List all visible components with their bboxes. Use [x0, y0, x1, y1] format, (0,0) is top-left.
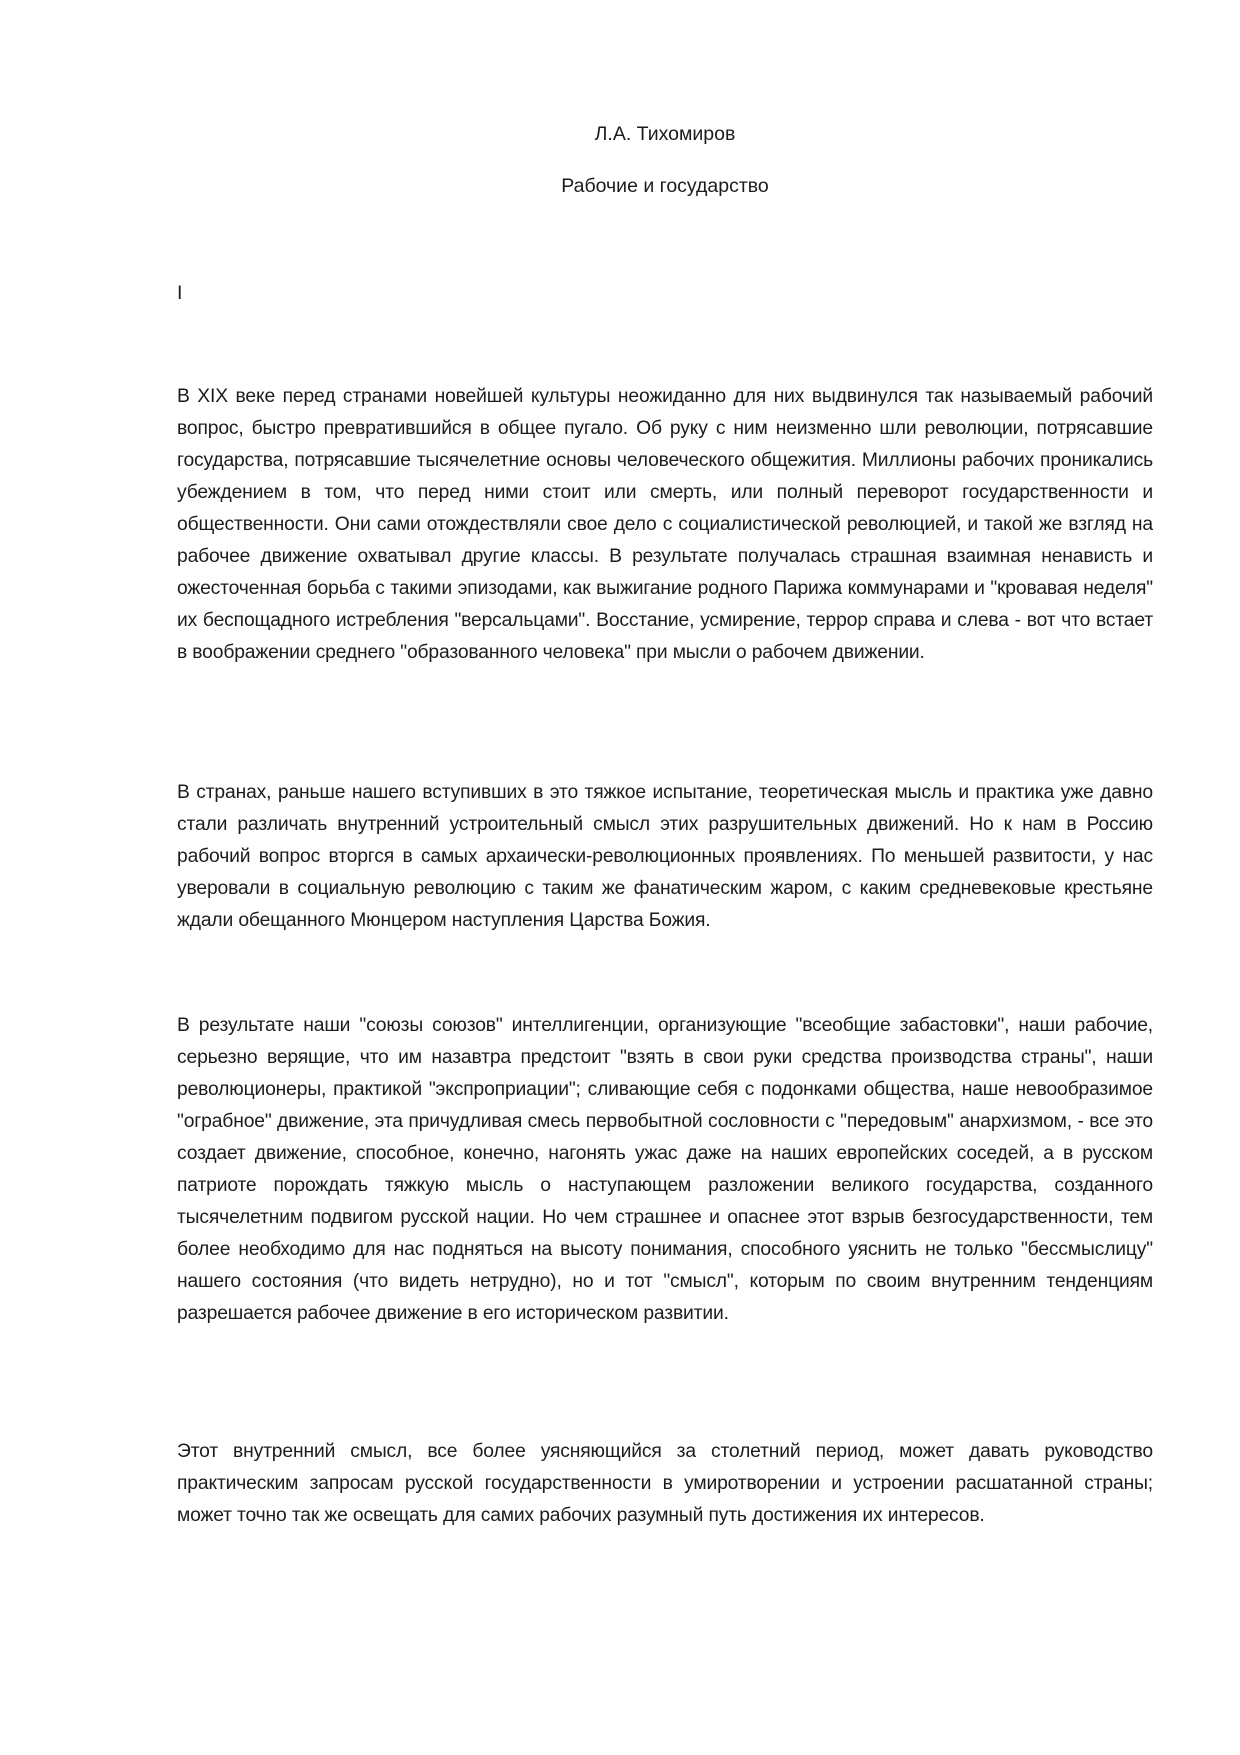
paragraph-1: В XIX веке перед странами новейшей культуры неожиданно для них выдвинулся так называемый рабочий вопрос, быстро превратившийся в общее пугало. Об руку с ним неизменно шли революции, потрясавшие государства, потрясавшие тысячелетние основы человеческого общежития. Миллионы рабочих проникались убеждением в том, что перед ними стоит или смерть, или полный переворот государственности и общественности. Они сами отождествляли свое дело с социалистической революцией, и такой же взгляд на рабочее движение охватывал другие классы. В результате получалась страшная взаимная ненависть и ожесточенная борьба с такими эпизодами, как выжигание родного Парижа коммунарами и "кровавая неделя" их беспощадного истребления "версальцами". Восстание, усмирение, террор справа и слева - вот что встает в воображении среднего "образованного человека" при мысли о рабочем движении. [177, 386, 1153, 663]
section-number: I [177, 282, 183, 304]
author-name: Л.А. Тихомиров [594, 123, 736, 145]
document-title: Рабочие и государство [561, 175, 769, 197]
paragraph-2: В странах, раньше нашего вступивших в это тяжкое испытание, теоретическая мысль и практика уже давно стали различать внутренний устроительный смысл этих разрушительных движений. Но к нам в Россию рабочий вопрос вторгся в самых архаически-революционных проявлениях. По меньшей развитости, у нас уверовали в социальную революцию с таким же фанатическим жаром, с каким средневековые крестьяне ждали обещанного Мюнцером наступления Царства Божия. [177, 782, 1153, 931]
paragraph-3: В результате наши "союзы союзов" интеллигенции, организующие "всеобщие забастовки", наши рабочие, серьезно верящие, что им назавтра предстоит "взять в свои руки средства производства страны", наши революционеры, практикой "экспроприации"; сливающие себя с подонками общества, наше невообразимое "ограбное" движение, эта причудливая смесь первобытной сословности с "передовым" анархизмом, - все это создает движение, способное, конечно, нагонять ужас даже на наших европейских соседей, а в русском патриоте порождать тяжкую мысль о наступающем разложении великого государства, созданного тысячелетним подвигом русской нации. Но чем страшнее и опаснее этот взрыв безгосударственности, тем более необходимо для нас подняться на высоту понимания, способного уяснить не только "бессмыслицу" нашего состояния (что видеть нетрудно), но и тот "смысл", которым по своим внутренним тенденциям разрешается рабочее движение в его историческом развитии. [177, 1015, 1153, 1324]
paragraph-4: Этот внутренний смысл, все более уясняющийся за столетний период, может давать руководство практическим запросам русской государственности в умиротворении и устроении расшатанной страны; может точно так же освещать для самих рабочих разумный путь достижения их интересов. [177, 1441, 1153, 1526]
